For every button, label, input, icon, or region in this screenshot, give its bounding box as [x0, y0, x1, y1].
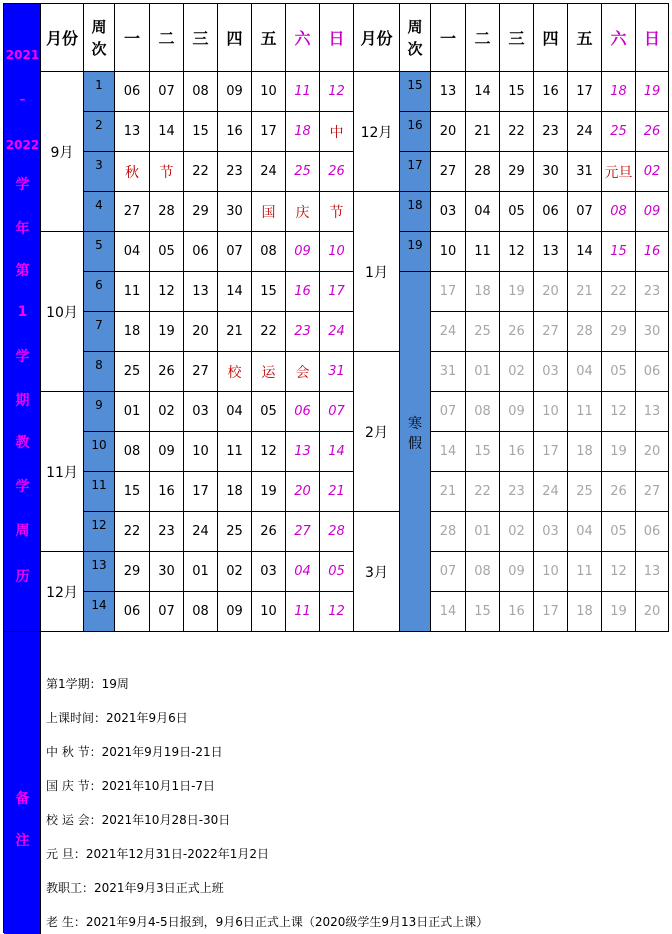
day-cell: 26 — [500, 312, 534, 352]
notes-label-char: 备 — [15, 791, 30, 807]
day-cell: 17 — [534, 432, 568, 472]
week-number: 1 — [84, 72, 115, 112]
day-cell: 26 — [320, 152, 354, 192]
day-cell: 02 — [150, 392, 184, 432]
day-cell: 22 — [500, 112, 534, 152]
day-cell: 14 — [431, 592, 466, 632]
notes-label-char: 注 — [15, 833, 30, 849]
day-cell: 15 — [466, 432, 500, 472]
day-cell: 20 — [184, 312, 218, 352]
day-cell: 04 — [466, 192, 500, 232]
note-line: 老 生：2021年9月4-5日报到，9月6日正式上课（2020级学生9月13日正式上课） — [46, 915, 489, 929]
day-cell: 27 — [184, 352, 218, 392]
day-cell: 14 — [568, 232, 602, 272]
title-char: 教 — [15, 435, 30, 451]
week-number: 7 — [84, 312, 115, 352]
day-cell: 16 — [534, 72, 568, 112]
day-cell: 14 — [431, 432, 466, 472]
day-cell: 17 — [568, 72, 602, 112]
day-cell: 19 — [636, 72, 669, 112]
day-cell: 25 — [466, 312, 500, 352]
day-cell: 02 — [636, 152, 669, 192]
month-label: 9月 — [41, 72, 84, 232]
day-cell: 18 — [602, 72, 636, 112]
day-cell: 02 — [218, 552, 252, 592]
day-cell: 03 — [431, 192, 466, 232]
day-cell: 23 — [534, 112, 568, 152]
header-day: 日 — [320, 4, 354, 72]
day-cell: 09 — [636, 192, 669, 232]
header-day: 一 — [115, 4, 150, 72]
day-cell: 12 — [320, 72, 354, 112]
header-week — [400, 4, 431, 72]
day-cell: 08 — [184, 72, 218, 112]
day-cell: 06 — [286, 392, 320, 432]
day-cell: 04 — [115, 232, 150, 272]
title-char: 年 — [15, 221, 30, 237]
day-cell: 10 — [534, 552, 568, 592]
header-day: 二 — [150, 4, 184, 72]
day-cell: 13 — [286, 432, 320, 472]
day-cell: 03 — [184, 392, 218, 432]
day-cell: 12 — [252, 432, 286, 472]
day-cell: 13 — [115, 112, 150, 152]
week-number: 11 — [84, 472, 115, 512]
day-cell: 27 — [431, 152, 466, 192]
title-char: 学 — [15, 479, 30, 495]
day-cell: 16 — [500, 432, 534, 472]
day-cell: 28 — [320, 512, 354, 552]
day-cell: 16 — [150, 472, 184, 512]
day-cell: 11 — [568, 392, 602, 432]
month-label: 3月 — [354, 512, 400, 632]
day-cell: 11 — [286, 592, 320, 632]
day-cell: 19 — [500, 272, 534, 312]
day-cell: 31 — [431, 352, 466, 392]
day-cell: 13 — [636, 552, 669, 592]
day-cell: 09 — [500, 392, 534, 432]
day-cell: 28 — [431, 512, 466, 552]
day-cell: 16 — [500, 592, 534, 632]
day-cell: 22 — [184, 152, 218, 192]
day-cell: 10 — [252, 592, 286, 632]
note-line: 中 秋 节：2021年9月19日-21日 — [46, 745, 223, 759]
day-cell: 06 — [115, 72, 150, 112]
day-cell: 04 — [568, 512, 602, 552]
week-number: 17 — [400, 152, 431, 192]
day-cell: 节 — [150, 152, 184, 192]
day-cell: 04 — [568, 352, 602, 392]
month-label: 11月 — [41, 392, 84, 552]
day-cell: 运 — [252, 352, 286, 392]
day-cell: 08 — [252, 232, 286, 272]
week-number: 10 — [84, 432, 115, 472]
day-cell: 15 — [466, 592, 500, 632]
title-dash: – — [19, 92, 26, 106]
notes-label-bar — [4, 632, 41, 934]
day-cell: 25 — [568, 472, 602, 512]
winter-break-cell — [400, 272, 431, 632]
week-number: 15 — [400, 72, 431, 112]
day-cell: 13 — [534, 232, 568, 272]
day-cell: 09 — [218, 592, 252, 632]
week-number: 3 — [84, 152, 115, 192]
day-cell: 07 — [218, 232, 252, 272]
day-cell: 24 — [320, 312, 354, 352]
day-cell: 17 — [184, 472, 218, 512]
day-cell: 03 — [534, 352, 568, 392]
day-cell: 29 — [184, 192, 218, 232]
header-day: 六 — [286, 4, 320, 72]
day-cell: 22 — [466, 472, 500, 512]
day-cell: 09 — [218, 72, 252, 112]
day-cell: 庆 — [286, 192, 320, 232]
day-cell: 05 — [500, 192, 534, 232]
day-cell: 01 — [184, 552, 218, 592]
day-cell: 17 — [252, 112, 286, 152]
day-cell: 21 — [568, 272, 602, 312]
header-day: 四 — [534, 4, 568, 72]
day-cell: 05 — [320, 552, 354, 592]
week-number: 14 — [84, 592, 115, 632]
winter-break-char: 寒 — [408, 416, 422, 432]
day-cell: 15 — [252, 272, 286, 312]
header-day: 二 — [466, 4, 500, 72]
header-month: 月份 — [354, 4, 400, 72]
day-cell: 31 — [320, 352, 354, 392]
calendar-page — [3, 3, 669, 933]
day-cell: 15 — [115, 472, 150, 512]
day-cell: 30 — [150, 552, 184, 592]
day-cell: 02 — [500, 352, 534, 392]
day-cell: 01 — [466, 512, 500, 552]
header-day: 四 — [218, 4, 252, 72]
day-cell: 04 — [286, 552, 320, 592]
day-cell: 08 — [466, 552, 500, 592]
day-cell: 08 — [184, 592, 218, 632]
day-cell: 18 — [466, 272, 500, 312]
day-cell: 08 — [115, 432, 150, 472]
day-cell: 17 — [320, 272, 354, 312]
title-char: 学 — [15, 177, 30, 193]
day-cell: 02 — [500, 512, 534, 552]
notes-section — [41, 632, 670, 934]
day-cell: 28 — [568, 312, 602, 352]
day-cell: 21 — [431, 472, 466, 512]
month-label: 12月 — [41, 552, 84, 632]
week-number: 5 — [84, 232, 115, 272]
week-number: 12 — [84, 512, 115, 552]
day-cell: 12 — [500, 232, 534, 272]
day-cell: 29 — [500, 152, 534, 192]
day-cell: 13 — [636, 392, 669, 432]
day-cell: 23 — [150, 512, 184, 552]
title-year-start: 2021 — [5, 48, 40, 62]
day-cell: 06 — [636, 512, 669, 552]
day-cell: 04 — [218, 392, 252, 432]
day-cell: 25 — [286, 152, 320, 192]
day-cell: 17 — [431, 272, 466, 312]
day-cell: 24 — [184, 512, 218, 552]
day-cell: 28 — [466, 152, 500, 192]
day-cell: 20 — [431, 112, 466, 152]
week-number: 4 — [84, 192, 115, 232]
day-cell: 27 — [115, 192, 150, 232]
day-cell: 06 — [115, 592, 150, 632]
day-cell: 节 — [320, 192, 354, 232]
day-cell: 24 — [534, 472, 568, 512]
day-cell: 21 — [320, 472, 354, 512]
header-day: 五 — [252, 4, 286, 72]
day-cell: 29 — [602, 312, 636, 352]
day-cell: 07 — [568, 192, 602, 232]
day-cell: 01 — [115, 392, 150, 432]
winter-break-char: 假 — [408, 436, 422, 452]
week-number: 2 — [84, 112, 115, 152]
day-cell: 06 — [636, 352, 669, 392]
day-cell: 18 — [115, 312, 150, 352]
header-day: 六 — [602, 4, 636, 72]
day-cell: 27 — [636, 472, 669, 512]
day-cell: 06 — [534, 192, 568, 232]
day-cell: 会 — [286, 352, 320, 392]
note-line: 元 旦：2021年12月31日-2022年1月2日 — [46, 847, 270, 861]
title-char: 周 — [15, 523, 30, 539]
day-cell: 21 — [218, 312, 252, 352]
day-cell: 20 — [636, 432, 669, 472]
week-number: 19 — [400, 232, 431, 272]
day-cell: 09 — [500, 552, 534, 592]
day-cell: 19 — [602, 592, 636, 632]
day-cell: 06 — [184, 232, 218, 272]
day-cell: 30 — [636, 312, 669, 352]
day-cell: 09 — [286, 232, 320, 272]
month-label: 2月 — [354, 352, 400, 512]
day-cell: 01 — [466, 352, 500, 392]
header-month: 月份 — [41, 4, 84, 72]
day-cell: 11 — [466, 232, 500, 272]
day-cell: 元旦 — [602, 152, 636, 192]
day-cell: 26 — [602, 472, 636, 512]
day-cell: 23 — [286, 312, 320, 352]
day-cell: 14 — [320, 432, 354, 472]
day-cell: 20 — [534, 272, 568, 312]
week-number: 13 — [84, 552, 115, 592]
title-char: 第 — [15, 263, 30, 279]
day-cell: 24 — [252, 152, 286, 192]
day-cell: 05 — [150, 232, 184, 272]
day-cell: 03 — [252, 552, 286, 592]
day-cell: 14 — [150, 112, 184, 152]
header-week — [84, 4, 115, 72]
day-cell: 08 — [602, 192, 636, 232]
day-cell: 秋 — [115, 152, 150, 192]
day-cell: 22 — [115, 512, 150, 552]
day-cell: 18 — [568, 592, 602, 632]
day-cell: 18 — [218, 472, 252, 512]
day-cell: 26 — [252, 512, 286, 552]
day-cell: 29 — [115, 552, 150, 592]
week-number: 16 — [400, 112, 431, 152]
day-cell: 11 — [115, 272, 150, 312]
day-cell: 10 — [431, 232, 466, 272]
day-cell: 19 — [602, 432, 636, 472]
day-cell: 18 — [286, 112, 320, 152]
day-cell: 中 — [320, 112, 354, 152]
day-cell: 17 — [534, 592, 568, 632]
note-line: 第1学期：19周 — [46, 677, 129, 691]
day-cell: 19 — [150, 312, 184, 352]
day-cell: 26 — [150, 352, 184, 392]
note-line: 国 庆 节：2021年10月1日-7日 — [46, 779, 216, 793]
title-bar — [4, 4, 41, 632]
title-char: 学 — [15, 349, 30, 365]
day-cell: 09 — [150, 432, 184, 472]
month-label: 10月 — [41, 232, 84, 392]
day-cell: 20 — [286, 472, 320, 512]
day-cell: 16 — [286, 272, 320, 312]
day-cell: 07 — [150, 72, 184, 112]
day-cell: 21 — [466, 112, 500, 152]
note-line: 校 运 会：2021年10月28日-30日 — [46, 813, 231, 827]
header-day: 日 — [636, 4, 669, 72]
day-cell: 校 — [218, 352, 252, 392]
day-cell: 25 — [218, 512, 252, 552]
day-cell: 10 — [252, 72, 286, 112]
header-day: 三 — [500, 4, 534, 72]
day-cell: 13 — [184, 272, 218, 312]
day-cell: 30 — [534, 152, 568, 192]
day-cell: 11 — [568, 552, 602, 592]
day-cell: 11 — [286, 72, 320, 112]
day-cell: 12 — [602, 392, 636, 432]
day-cell: 07 — [320, 392, 354, 432]
day-cell: 22 — [252, 312, 286, 352]
title-char: 1 — [17, 304, 28, 320]
month-label: 1月 — [354, 192, 400, 352]
month-label: 12月 — [354, 72, 400, 192]
header-week-text: 周次 — [91, 17, 107, 58]
day-cell: 05 — [252, 392, 286, 432]
week-number: 8 — [84, 352, 115, 392]
day-cell: 18 — [568, 432, 602, 472]
day-cell: 05 — [602, 512, 636, 552]
day-cell: 23 — [636, 272, 669, 312]
day-cell: 16 — [636, 232, 669, 272]
note-line: 上课时间：2021年9月6日 — [46, 711, 188, 725]
day-cell: 19 — [252, 472, 286, 512]
day-cell: 05 — [602, 352, 636, 392]
week-number: 6 — [84, 272, 115, 312]
day-cell: 07 — [431, 392, 466, 432]
day-cell: 国 — [252, 192, 286, 232]
day-cell: 11 — [218, 432, 252, 472]
day-cell: 15 — [184, 112, 218, 152]
header-day: 一 — [431, 4, 466, 72]
day-cell: 12 — [602, 552, 636, 592]
day-cell: 08 — [466, 392, 500, 432]
day-cell: 10 — [184, 432, 218, 472]
note-line: 教职工：2021年9月3日正式上班 — [46, 881, 224, 895]
day-cell: 24 — [568, 112, 602, 152]
day-cell: 14 — [218, 272, 252, 312]
header-day: 五 — [568, 4, 602, 72]
day-cell: 07 — [431, 552, 466, 592]
day-cell: 25 — [602, 112, 636, 152]
day-cell: 27 — [286, 512, 320, 552]
day-cell: 30 — [218, 192, 252, 232]
title-char: 期 — [15, 393, 30, 409]
day-cell: 22 — [602, 272, 636, 312]
day-cell: 10 — [534, 392, 568, 432]
day-cell: 20 — [636, 592, 669, 632]
day-cell: 13 — [431, 72, 466, 112]
day-cell: 10 — [320, 232, 354, 272]
day-cell: 15 — [500, 72, 534, 112]
day-cell: 16 — [218, 112, 252, 152]
day-cell: 26 — [636, 112, 669, 152]
day-cell: 15 — [602, 232, 636, 272]
day-cell: 28 — [150, 192, 184, 232]
day-cell: 12 — [320, 592, 354, 632]
day-cell: 25 — [115, 352, 150, 392]
title-year-end: 2022 — [5, 138, 40, 152]
header-day: 三 — [184, 4, 218, 72]
week-number: 9 — [84, 392, 115, 432]
title-char: 历 — [15, 569, 30, 585]
day-cell: 27 — [534, 312, 568, 352]
day-cell: 24 — [431, 312, 466, 352]
week-number: 18 — [400, 192, 431, 232]
day-cell: 14 — [466, 72, 500, 112]
day-cell: 07 — [150, 592, 184, 632]
day-cell: 23 — [218, 152, 252, 192]
day-cell: 03 — [534, 512, 568, 552]
header-week-text: 周次 — [407, 17, 423, 58]
day-cell: 31 — [568, 152, 602, 192]
day-cell: 23 — [500, 472, 534, 512]
day-cell: 12 — [150, 272, 184, 312]
